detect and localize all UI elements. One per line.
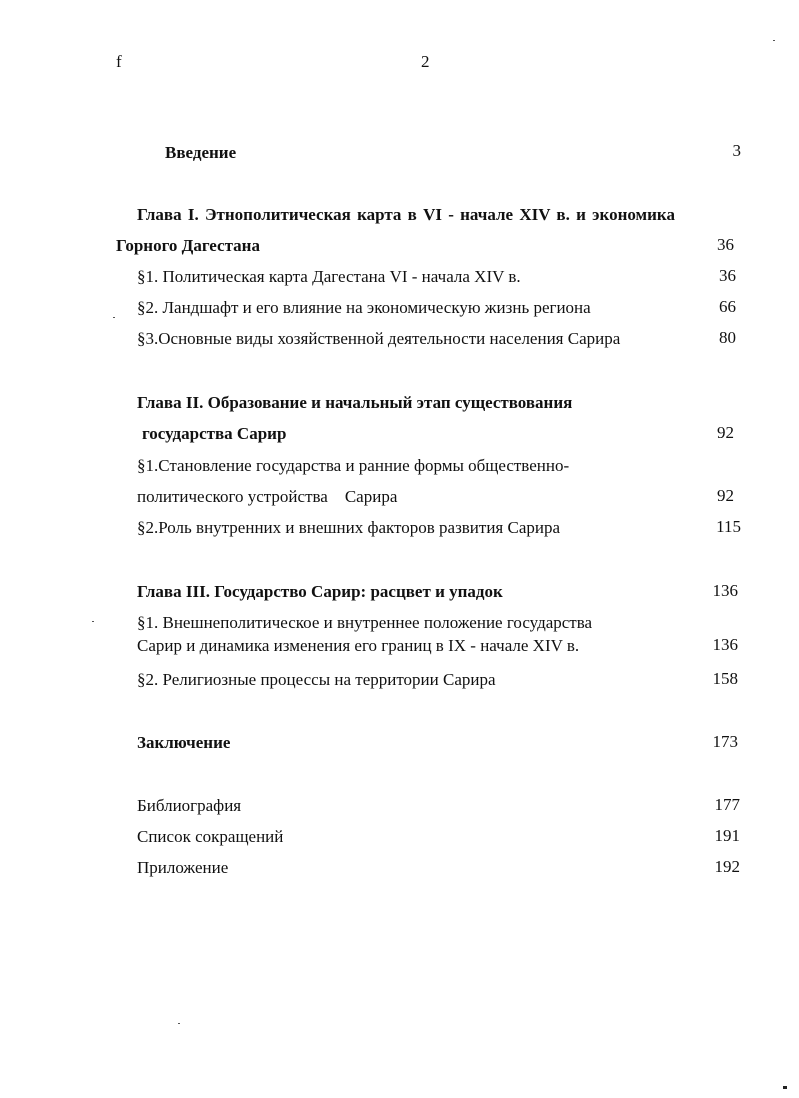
toc-ch1-section3-page: 80 [719, 328, 736, 347]
toc-ch1-section2-title: §2. Ландшафт и его влияние на экономическую жизнь региона [137, 298, 591, 317]
toc-ch1-section2-page: 66 [719, 297, 736, 316]
toc-ch2-section2-page: 115 [716, 517, 741, 536]
toc-bibliography-title: Библиография [137, 796, 242, 815]
toc-ch3-section2-title: §2. Религиозные процессы на территории Сарира [137, 670, 496, 689]
scan-speck [178, 1023, 180, 1024]
toc-intro-title: Введение [165, 143, 237, 162]
toc-ch3-section2-page: 158 [712, 669, 738, 688]
page-number: 2 [421, 52, 430, 71]
toc-appendix-page: 192 [714, 857, 740, 876]
toc-ch3-section1-title-line1: §1. Внешнеполитическое и внутреннее положение государства [137, 613, 593, 632]
toc-appendix-title: Приложение [137, 858, 229, 877]
toc-abbreviations-title: Список сокращений [137, 827, 284, 846]
toc-ch1-section1-title: §1. Политическая карта Дагестана VI - начала XIV в. [137, 267, 521, 286]
toc-conclusion-title: Заключение [137, 733, 231, 752]
toc-chapter1-title-line1: Глава I. Этнополитическая карта в VI - начале XIV в. и экономика [137, 205, 675, 224]
toc-ch3-section1-page: 136 [712, 635, 738, 654]
toc-ch1-section3-title: §3.Основные виды хозяйственной деятельности населения Сарира [137, 329, 621, 348]
toc-chapter1-page: 36 [717, 235, 734, 254]
toc-chapter3-title: Глава III. Государство Сарир: расцвет и упадок [137, 582, 503, 601]
toc-intro-page: 3 [732, 141, 741, 160]
toc-abbreviations-page: 191 [714, 826, 740, 845]
scan-speck [773, 40, 775, 41]
scan-speck [113, 317, 115, 318]
toc-chapter2-title-line2: государства Сарир [142, 424, 287, 443]
toc-ch2-section1-title-line1: §1.Становление государства и ранние формы общественно- [137, 456, 570, 475]
toc-chapter1-title-line2: Горного Дагестана [116, 236, 260, 255]
toc-chapter3-page: 136 [712, 581, 738, 600]
scan-speck [92, 621, 94, 622]
toc-chapter2-page: 92 [717, 423, 734, 442]
toc-ch1-section1-page: 36 [719, 266, 736, 285]
toc-bibliography-page: 177 [714, 795, 740, 814]
corner-mark: f [116, 52, 122, 71]
toc-ch3-section1-title-line2: Сарир и динамика изменения его границ в IX - начале XIV в. [137, 636, 580, 655]
toc-ch2-section2-title: §2.Роль внутренних и внешних факторов развития Сарира [137, 518, 561, 537]
toc-ch2-section1-page: 92 [717, 486, 734, 505]
toc-ch2-section1-title-line2: политического устройства Сарира [137, 487, 398, 506]
toc-conclusion-page: 173 [712, 732, 738, 751]
toc-chapter2-title-line1: Глава II. Образование и начальный этап существования [137, 393, 573, 412]
scan-speck [783, 1086, 787, 1089]
